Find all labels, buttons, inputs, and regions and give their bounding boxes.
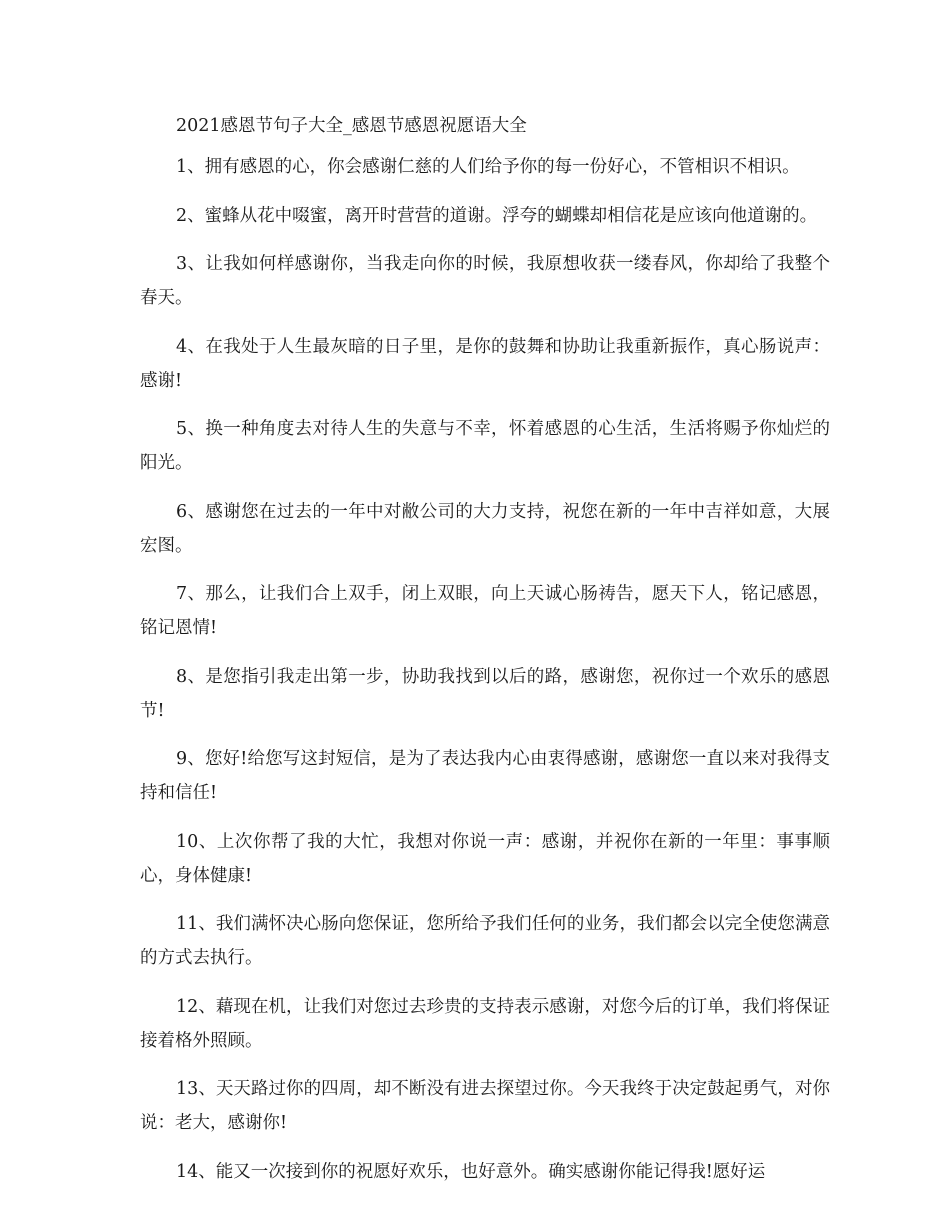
- list-item: 6、感谢您在过去的一年中对敝公司的大力支持，祝您在新的一年中吉祥如意，大展宏图。: [140, 501, 830, 556]
- list-item: 12、藉现在机，让我们对您过去珍贵的支持表示感谢，对您今后的订单，我们将保证接着格外照顾。: [140, 996, 830, 1051]
- list-item: 10、上次你帮了我的大忙，我想对你说一声：感谢，并祝你在新的一年里：事事顺心，身体健康!: [140, 831, 830, 886]
- list-item: 4、在我处于人生最灰暗的日子里，是你的鼓舞和协助让我重新振作，真心肠说声：感谢!: [140, 336, 830, 391]
- list-item: 5、换一种角度去对待人生的失意与不幸，怀着感恩的心生活，生活将赐予你灿烂的阳光。: [140, 419, 830, 473]
- list-item: 9、您好!给您写这封短信，是为了表达我内心由衷得感谢，感谢您一直以来对我得支持和信任!: [140, 749, 830, 803]
- list-item: 14、能又一次接到你的祝愿好欢乐，也好意外。确实感谢你能记得我!愿好运: [176, 1161, 766, 1182]
- list-item: 13、天天路过你的四周，却不断没有进去探望过你。今天我终于决定鼓起勇气，对你说：老大，感谢你!: [140, 1079, 830, 1133]
- list-item: 8、是您指引我走出第一步，协助我找到以后的路，感谢您，祝你过一个欢乐的感恩节!: [140, 666, 830, 721]
- document-page: [140, 114, 830, 1203]
- list-item: 1、拥有感恩的心，你会感谢仁慈的人们给予你的每一份好心，不管相识不相识。: [176, 157, 800, 177]
- list-item: 2、蜜蜂从花中啜蜜，离开时营营的道谢。浮夸的蝴蝶却相信花是应该向他道谢的。: [176, 205, 818, 226]
- list-item: 7、那么，让我们合上双手，闭上双眼，向上天诚心肠祷告，愿天下人，铭记感恩，铭记恩情!: [140, 584, 830, 638]
- list-item: 3、让我如何样感谢你，当我走向你的时候，我原想收获一缕春风，你却给了我整个春天。: [140, 254, 830, 308]
- list-item: 11、我们满怀决心肠向您保证，您所给予我们任何的业务，我们都会以完全使您满意的方式去执行。: [140, 914, 830, 968]
- document-title: 2021感恩节句子大全_感恩节感恩祝愿语大全: [176, 116, 527, 136]
